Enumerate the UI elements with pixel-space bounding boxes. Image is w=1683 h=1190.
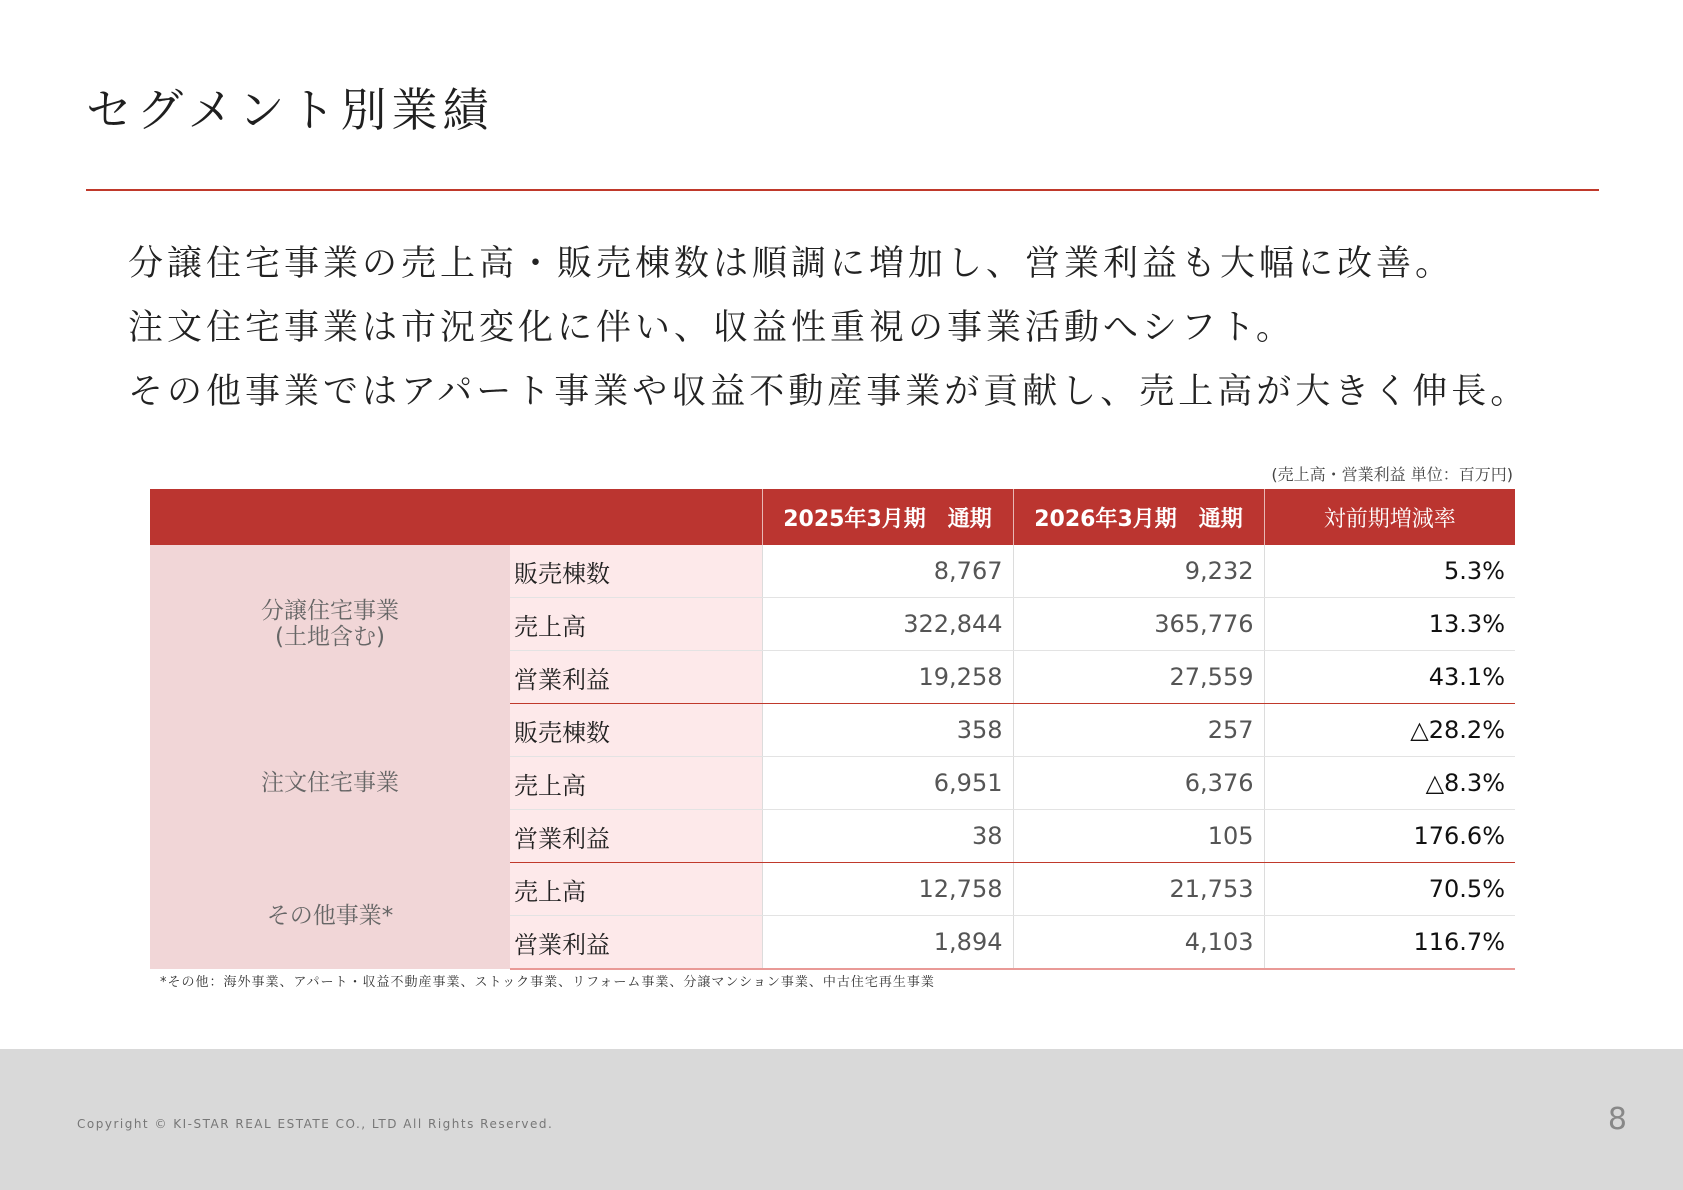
fy2026-value: 9,232 [1013, 545, 1264, 598]
fy2026-value: 4,103 [1013, 916, 1264, 970]
change-rate: 116.7% [1264, 916, 1515, 970]
item-label: 営業利益 [510, 810, 762, 863]
item-label: 販売棟数 [510, 545, 762, 598]
fy2026-value: 21,753 [1013, 863, 1264, 916]
summary-line: 分譲住宅事業の売上高・販売棟数は順調に増加し、営業利益も大幅に改善。 [128, 244, 1455, 284]
fy2025-value: 1,894 [762, 916, 1013, 970]
fy2026-value: 27,559 [1013, 651, 1264, 704]
fy2025-value: 8,767 [762, 545, 1013, 598]
item-label: 営業利益 [510, 916, 762, 970]
change-rate: 70.5% [1264, 863, 1515, 916]
header-fy2026: 2026年3月期 通期 [1013, 489, 1264, 545]
summary-line: その他事業ではアパート事業や収益不動産事業が貢献し、売上高が大きく伸長。 [128, 372, 1530, 412]
footnote: *その他：海外事業、アパート・収益不動産事業、ストック事業、リフォーム事業、分譲マンション事業、中古住宅再生事業 [160, 975, 935, 990]
segment-name [150, 704, 510, 863]
fy2025-value: 19,258 [762, 651, 1013, 704]
segment-name-line: その他事業* [266, 902, 394, 929]
segment-results-table [150, 489, 1515, 970]
copyright-text: Copyright © KI-STAR REAL ESTATE CO., LTD All Rights Reserved. [77, 1117, 554, 1131]
page-number: 8 [1607, 1102, 1627, 1137]
item-label: 売上高 [510, 598, 762, 651]
fy2025-value: 12,758 [762, 863, 1013, 916]
change-rate: △28.2% [1264, 704, 1515, 757]
table-header-row [150, 489, 1515, 545]
fy2026-value: 365,776 [1013, 598, 1264, 651]
item-label: 営業利益 [510, 651, 762, 704]
page-title: セグメント別業績 [86, 83, 494, 137]
unit-note: (売上高・営業利益 単位：百万円) [1271, 465, 1513, 484]
fy2026-value: 6,376 [1013, 757, 1264, 810]
table-row [150, 863, 1515, 916]
fy2026-value: 105 [1013, 810, 1264, 863]
segment-name [150, 545, 510, 704]
change-rate: 5.3% [1264, 545, 1515, 598]
header-fy2025: 2025年3月期 通期 [762, 489, 1013, 545]
item-label: 売上高 [510, 863, 762, 916]
fy2025-value: 6,951 [762, 757, 1013, 810]
table-row [150, 545, 1515, 598]
change-rate: 43.1% [1264, 651, 1515, 704]
change-rate: △8.3% [1264, 757, 1515, 810]
segment-name-line: 注文住宅事業 [261, 769, 399, 796]
segment-name [150, 863, 510, 970]
fy2025-value: 322,844 [762, 598, 1013, 651]
header-segment [150, 489, 762, 545]
summary-line: 注文住宅事業は市況変化に伴い、収益性重視の事業活動へシフト。 [128, 308, 1295, 348]
fy2025-value: 38 [762, 810, 1013, 863]
change-rate: 176.6% [1264, 810, 1515, 863]
item-label: 売上高 [510, 757, 762, 810]
change-rate: 13.3% [1264, 598, 1515, 651]
segment-name-line: (土地含む) [275, 624, 385, 651]
fy2025-value: 358 [762, 704, 1013, 757]
segment-name-line: 分譲住宅事業 [261, 597, 399, 624]
fy2026-value: 257 [1013, 704, 1264, 757]
title-divider [86, 189, 1599, 191]
header-change-rate: 対前期増減率 [1264, 489, 1515, 545]
summary-list [128, 232, 1529, 424]
item-label: 販売棟数 [510, 704, 762, 757]
table-row [150, 704, 1515, 757]
